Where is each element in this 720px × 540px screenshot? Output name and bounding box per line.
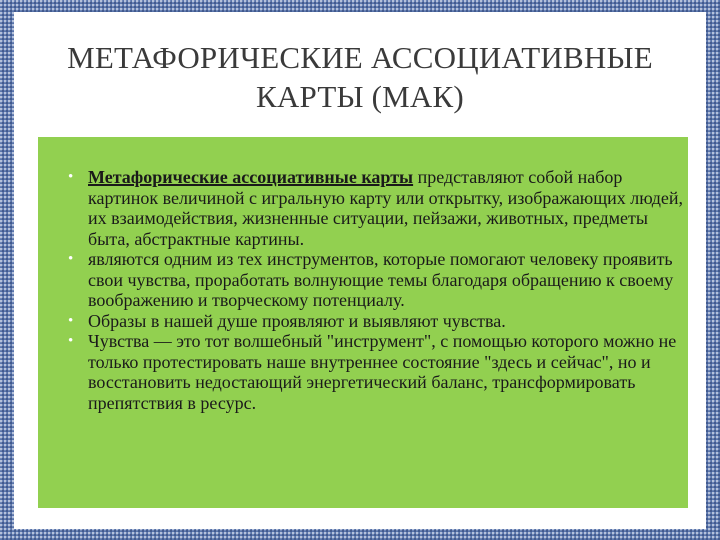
bullet-item-1	[68, 167, 694, 249]
bullet-text: Образы в нашей душе проявляют и выявляют чувства.	[88, 310, 506, 331]
bullet-item-4	[68, 331, 694, 413]
title-line-2: КАРТЫ (МАК)	[256, 79, 464, 114]
bullet-list	[68, 167, 694, 413]
bullet-icon: •	[68, 169, 74, 185]
bullet-icon: •	[68, 312, 74, 329]
bullet-text: являются одним из тех инструментов, которые помогают человеку проявить свои чувства, проработать волнующие темы благодаря обращению к своему воображению и творческому потенциалу.	[88, 249, 674, 310]
bullet-item-2	[68, 249, 694, 311]
title-line-1: МЕТАФОРИЧЕСКИЕ АССОЦИАТИВНЫЕ	[67, 40, 653, 75]
slide	[14, 12, 706, 529]
bullet-item-3	[68, 311, 694, 332]
bullet-text: Чувства — это тот волшебный "инструмент", с помощью которого можно не только протестировать наше внутреннее состояние "здесь и сейчас", но и восстановить недостающий энергетический баланс, трансформировать препятствия в ресурс.	[88, 331, 677, 413]
bullet-icon: •	[68, 333, 74, 349]
bullet-icon: •	[68, 251, 74, 267]
content-box	[38, 137, 688, 508]
bullet-text: представляют собой набор картинок величиной с игральную карту или открытку, изображающих людей, их взаимодействия, жизненные ситуации, пейзажи, животных, предметы быта, абстрактные картины.	[88, 167, 684, 249]
slide-title	[47, 26, 673, 128]
bullet-term: Метафорические ассоциативные карты	[88, 167, 414, 187]
